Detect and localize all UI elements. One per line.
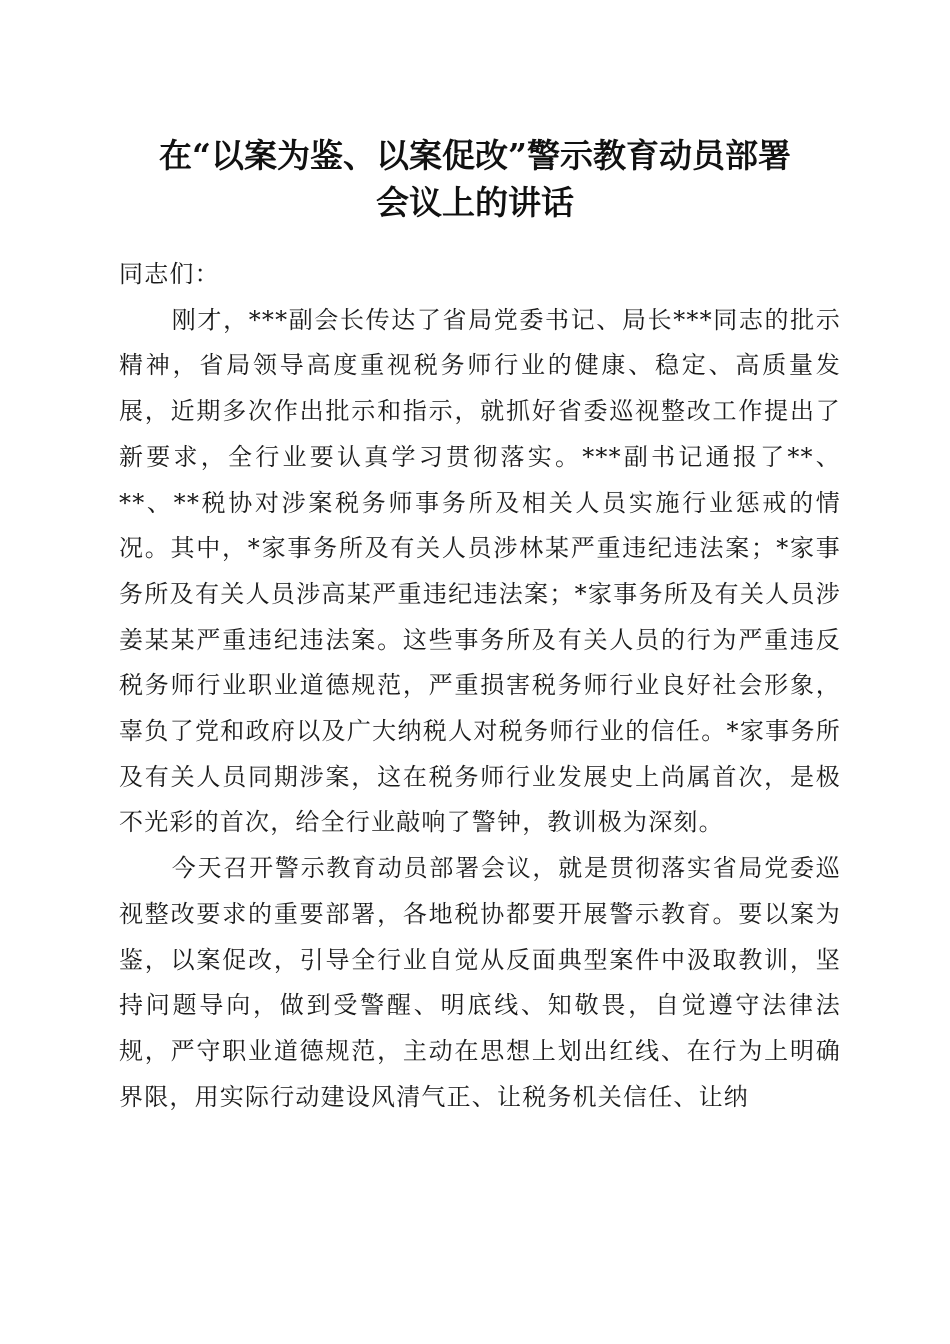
title-line-1: 在“以案为鉴、以案促改”警示教育动员部署 — [159, 136, 791, 175]
paragraph: 刚才，***副会长传达了省局党委书记、局长***同志的批示精神，省局领导高度重视税务师行业的健康、稳定、高质量发展，近期多次作出批示和指示，就抓好省委巡视整改工作提出了新要求，全行业要认真学习贯彻落实。***副书记通报了**、**、**税协对涉案税务师事务所及相关人员实施行业惩戒的情况。其中，*家事务所及有关人员涉林某严重违纪违法案；*家事务所及有关人员涉高某严重违纪违法案；*家事务所及有关人员涉姜某某严重违纪违法案。这些事务所及有关人员的行为严重违反税务师行业职业道德规范，严重损害税务师行业良好社会形象，辜负了党和政府以及广大纳税人对税务师行业的信任。*家事务所及有关人员同期涉案，这在税务师行业发展史上尚属首次，是极不光彩的首次，给全行业敲响了警钟，教训极为深刻。 — [119, 305, 841, 837]
salutation: 同志们： — [119, 260, 220, 288]
document-body — [119, 252, 841, 1120]
title-line-2: 会议上的讲话 — [376, 183, 574, 222]
document-title — [100, 132, 850, 226]
paragraph: 今天召开警示教育动员部署会议，就是贯彻落实省局党委巡视整改要求的重要部署，各地税协都要开展警示教育。要以案为鉴，以案促改，引导全行业自觉从反面典型案件中汲取教训，坚持问题导向，做到受警醒、明底线、知敬畏，自觉遵守法律法规，严守职业道德规范，主动在思想上划出红线、在行为上明确界限，用实际行动建设风清气正、让税务机关信任、让纳 — [119, 854, 841, 1111]
